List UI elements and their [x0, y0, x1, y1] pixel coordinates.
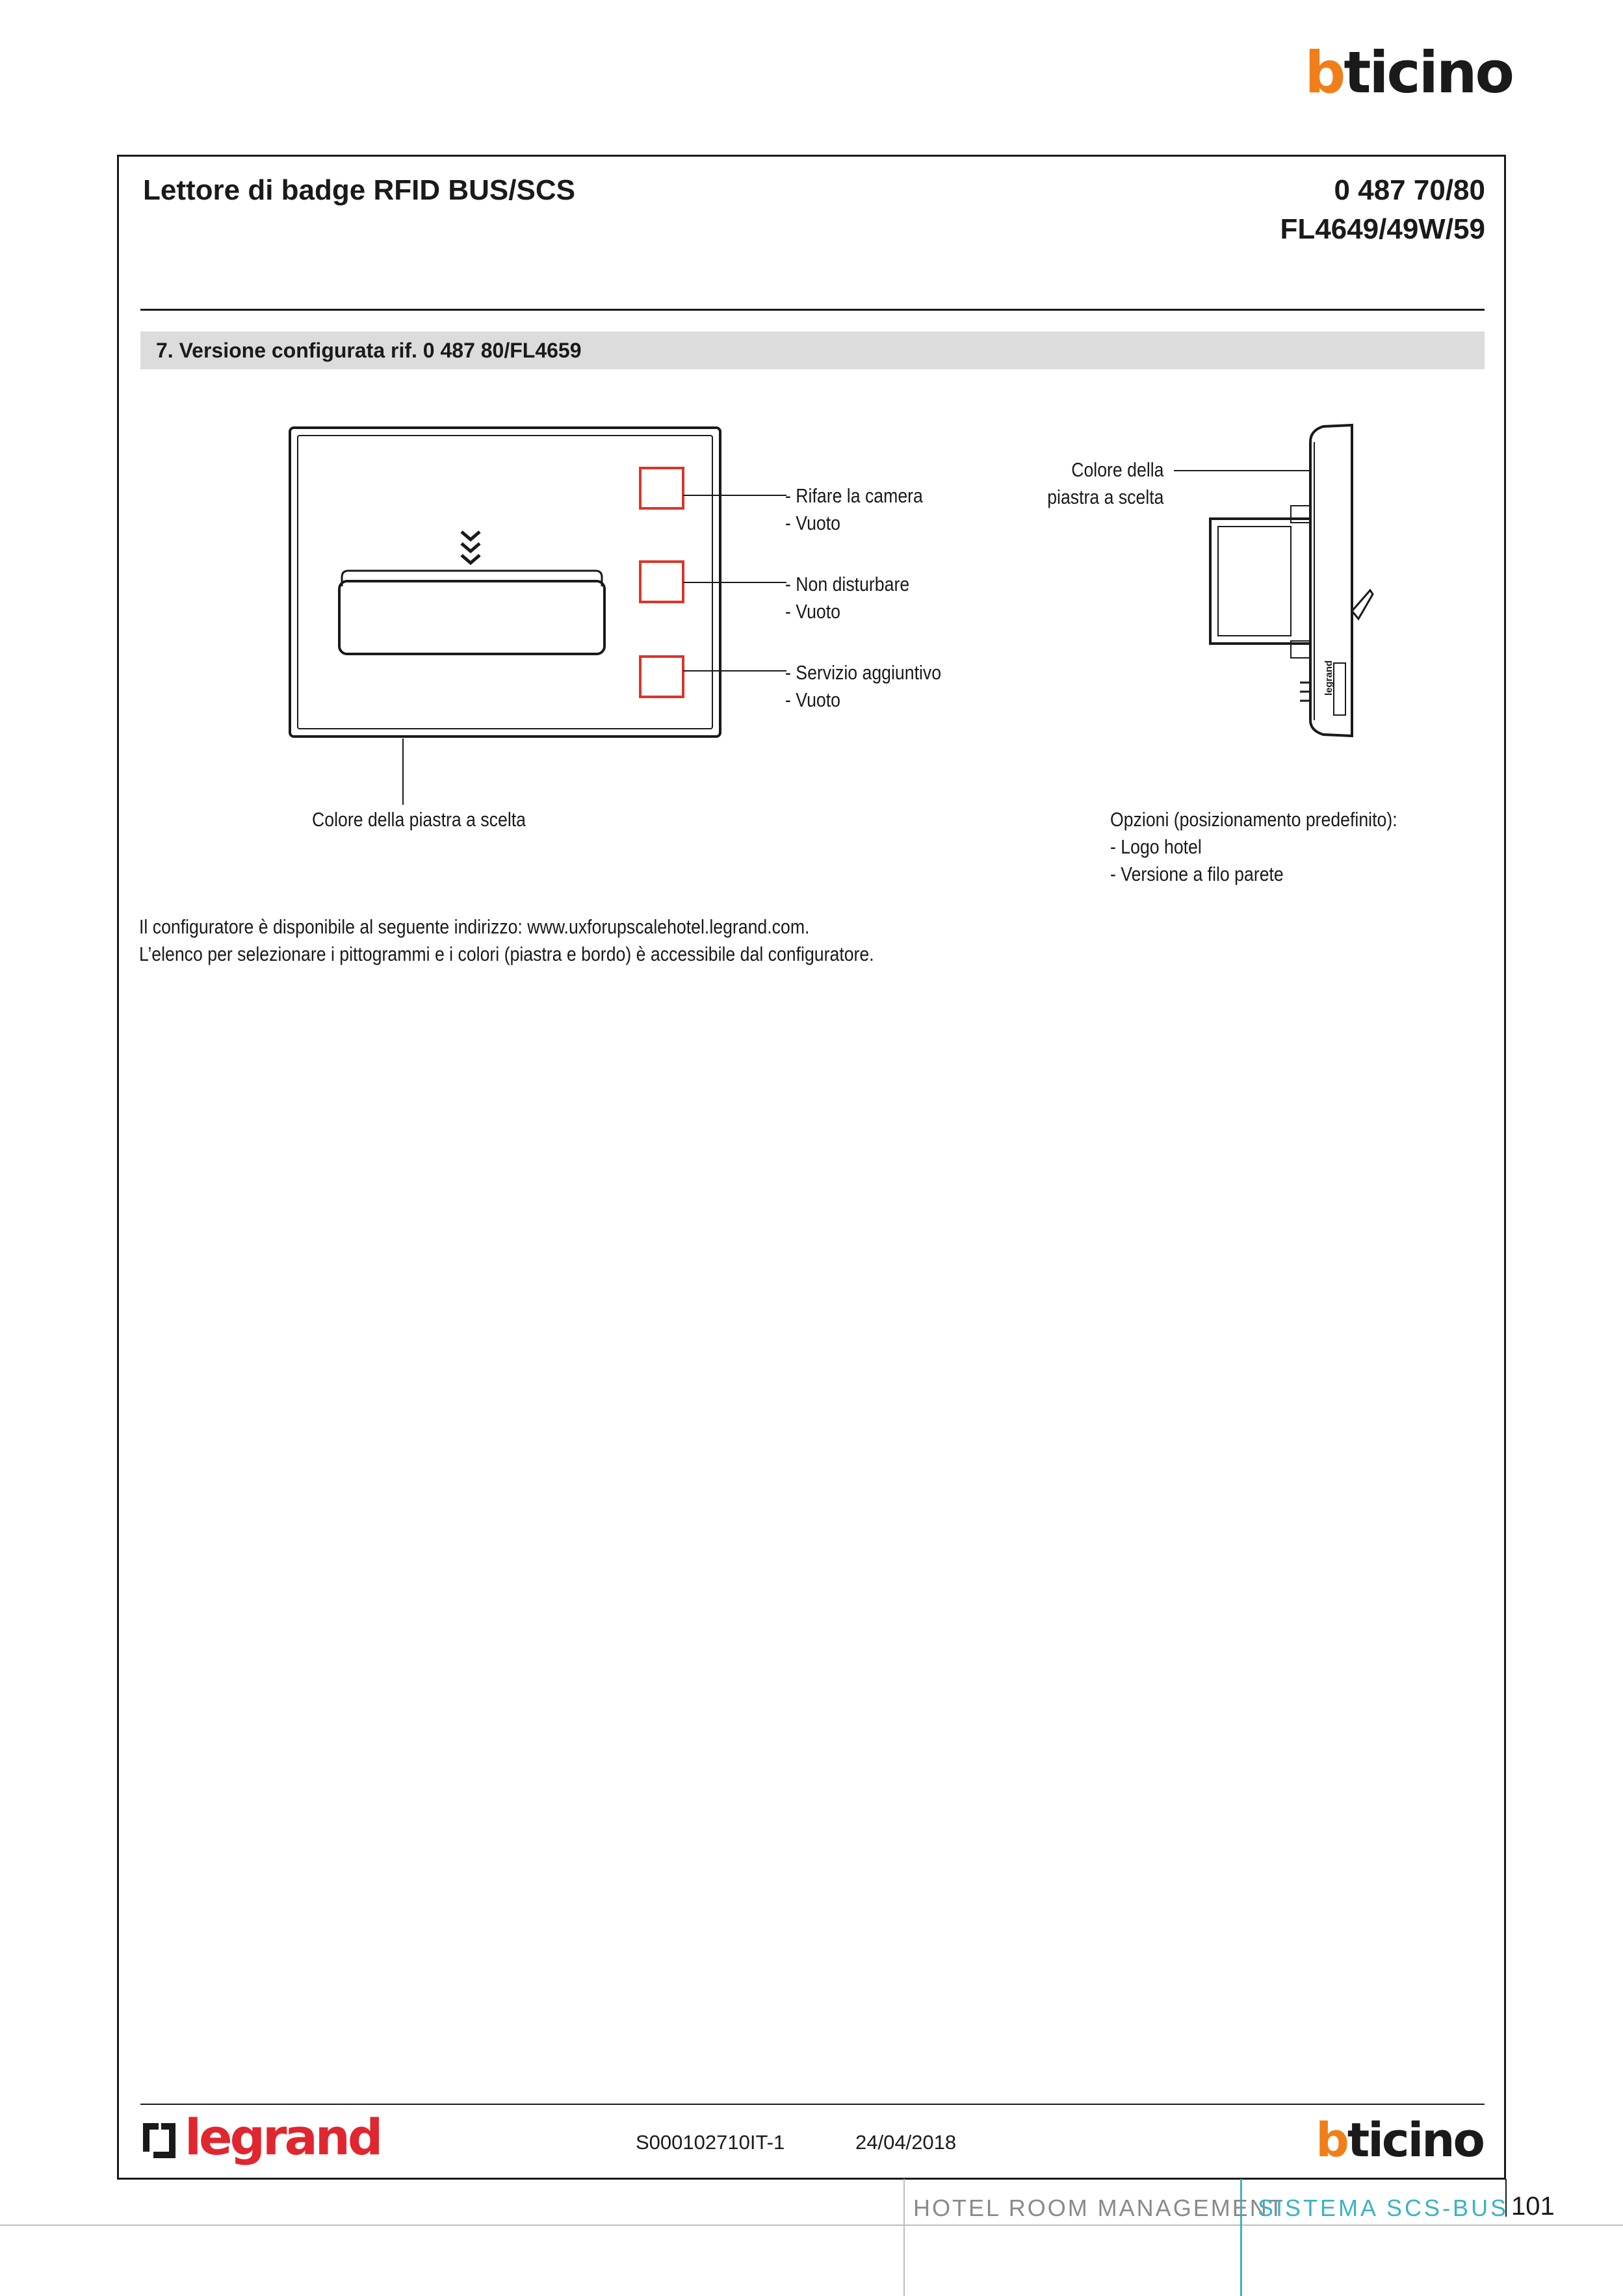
button-1-line1: - Rifare la camera — [785, 484, 923, 507]
button-1-label — [785, 482, 923, 537]
side-brand-label: legrand — [1323, 660, 1334, 696]
button-2 — [640, 562, 683, 602]
bottom-line — [0, 2224, 1623, 2226]
side-view-drawing — [1163, 416, 1410, 754]
button-1 — [640, 468, 683, 508]
bottom-divider-left — [903, 2179, 905, 2296]
front-view-drawing — [279, 416, 1046, 806]
side-body-back — [1210, 519, 1310, 644]
product-title: Lettore di badge RFID BUS/SCS — [143, 174, 575, 206]
section-title: 7. Versione configurata rif. 0 487 80/FL4659 — [156, 339, 582, 362]
bticino-footer-rest: ticino — [1347, 2113, 1483, 2167]
button-2-label — [785, 571, 909, 625]
button-3-line2: - Vuoto — [785, 688, 840, 711]
option-filo-parete: - Versione a filo parete — [1110, 863, 1284, 885]
legrand-wordmark: legrand — [185, 2108, 381, 2166]
notes-line-2: L’elenco per selezionare i pittogrammi e i colori (piastra e bordo) è accessibile dal configuratore. — [139, 943, 874, 965]
side-color-line1: Colore della — [1071, 458, 1163, 481]
footer-system-label: SISTEMA SCS-BUS — [1258, 2195, 1509, 2221]
button-3-line1: - Servizio aggiuntivo — [785, 661, 942, 684]
bticino-logo-footer — [1316, 2113, 1483, 2167]
bticino-logo-top — [1305, 39, 1513, 106]
option-logo-hotel: - Logo hotel — [1110, 835, 1202, 858]
plate-color-label: Colore della piastra a scelta — [312, 808, 526, 831]
doc-date: 24/04/2018 — [855, 2131, 957, 2154]
side-color-label — [1047, 456, 1163, 511]
side-badge-area — [1334, 663, 1345, 715]
bticino-logo-rest: ticino — [1344, 39, 1513, 106]
button-3-label — [785, 659, 941, 714]
button-2-line1: - Non disturbare — [785, 573, 910, 595]
bticino-footer-b: b — [1316, 2113, 1347, 2167]
doc-code: S000102710IT-1 — [636, 2131, 785, 2154]
side-tab — [1352, 590, 1373, 619]
notes-block — [139, 913, 874, 968]
arrow-down-icon — [461, 532, 480, 563]
footer-category-label: HOTEL ROOM MANAGEMENT — [913, 2195, 1285, 2221]
product-code-1: 0 487 70/80 — [1334, 174, 1485, 206]
button-2-line2: - Vuoto — [785, 600, 840, 623]
options-title: Opzioni (posizionamento predefinito): — [1110, 808, 1397, 831]
side-clip-top — [1291, 506, 1310, 523]
footer-rule — [140, 2104, 1485, 2105]
header-rule — [140, 309, 1485, 311]
badge-slot-top — [342, 571, 602, 586]
notes-line-1: Il configuratore è disponibile al seguente indirizzo: www.uxforupscalehotel.legrand.com. — [139, 915, 810, 938]
side-body-mid — [1218, 527, 1291, 636]
side-color-line2: piastra a scelta — [1046, 486, 1163, 508]
bticino-logo-b: b — [1305, 39, 1344, 106]
product-code-2: FL4649/49W/59 — [1280, 213, 1485, 245]
button-3 — [640, 657, 683, 697]
page-number: 101 — [1511, 2192, 1555, 2221]
options-block — [1110, 806, 1397, 888]
badge-slot — [339, 581, 604, 654]
button-1-line2: - Vuoto — [785, 512, 840, 534]
legrand-symbol-icon — [140, 2120, 178, 2161]
